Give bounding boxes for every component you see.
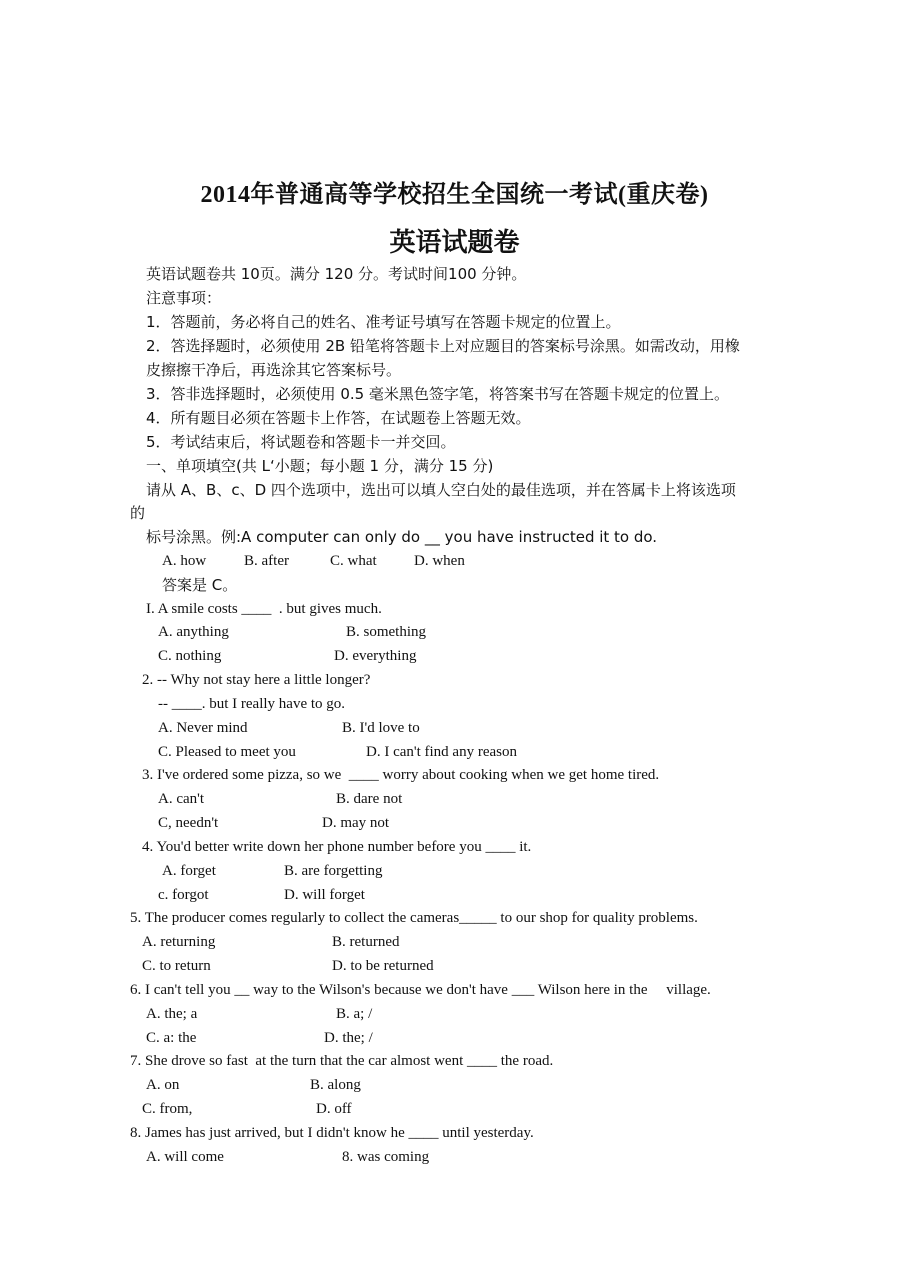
note-5: 5．考试结束后，将试题卷和答题卡一并交回。: [146, 433, 456, 451]
question-5-option-c: C. to return: [142, 958, 211, 974]
question-7-stem: 7. She drove so fast at the turn that the car almost went ____ the road.: [130, 1053, 554, 1069]
note-3: 3．答非选择题时，必须使用 0.5 毫米黑色签字笔，将答案书写在答题卡规定的位置上。: [146, 385, 729, 403]
question-6-option-a: A. the; a: [146, 1006, 198, 1022]
question-1-option-a: A. anything: [158, 624, 229, 640]
question-1-option-b: B. something: [346, 624, 427, 640]
question-3-option-b: B. dare not: [336, 791, 403, 807]
example-answer: 答案是 C。: [162, 576, 238, 594]
question-3-stem: 3. I've ordered some pizza, so we ____ worry about cooking when we get home tired.: [142, 767, 660, 783]
example-sentence: 标号涂黑。例:A computer can only do __ you have instructed it to do.: [146, 528, 658, 546]
question-4-stem: 4. You'd better write down her phone number before you ____ it.: [142, 839, 532, 855]
note-1: 1．答题前，务必将自己的姓名、准考证号填写在答题卡规定的位置上。: [146, 313, 621, 331]
question-1-option-d: D. everything: [334, 648, 417, 664]
question-5-stem: 5. The producer comes regularly to collect the cameras_____ to our shop for quality problems.: [130, 910, 698, 926]
question-3-option-a: A. can't: [158, 791, 205, 807]
question-2-option-a: A. Never mind: [158, 720, 248, 736]
question-8-option-a: A. will come: [146, 1149, 224, 1165]
question-5-option-b: B. returned: [332, 934, 400, 950]
question-2-stem-reply: -- ____. but I really have to go.: [158, 696, 346, 712]
section-instruction-wrap: 的: [130, 504, 146, 522]
note-4: 4．所有题目必须在答题卡上作答，在试题卷上答题无效。: [146, 409, 531, 427]
example-option-b: B. after: [244, 553, 289, 569]
exam-title: 2014年普通高等学校招生全国统一考试(重庆卷): [200, 182, 709, 208]
question-4-option-d: D. will forget: [284, 887, 365, 903]
question-6-option-d: D. the; /: [324, 1030, 373, 1046]
question-2-option-b: B. I'd love to: [342, 720, 420, 736]
question-7-option-a: A. on: [146, 1077, 180, 1093]
pages-info: 英语试题卷共 10页。满分 120 分。考试时间100 分钟。: [146, 265, 527, 283]
example-option-a: A. how: [162, 553, 207, 569]
question-1-stem: I. A smile costs ____ . but gives much.: [146, 601, 382, 617]
question-5-option-a: A. returning: [142, 934, 216, 950]
note-2: 2．答选择题时，必须使用 2B 铅笔将答题卡上对应题目的答案标号涂黑。如需改动，用橡: [146, 337, 740, 355]
question-5-option-d: D. to be returned: [332, 958, 434, 974]
question-6-stem: 6. I can't tell you __ way to the Wilson's because we don't have ___ Wilson here in the village.: [130, 982, 711, 998]
question-4-option-b: B. are forgetting: [284, 863, 383, 879]
section-instruction: 请从 A、B、c、D 四个选项中，选出可以填人空白处的最佳选项，并在答属卡上将该选项: [146, 481, 736, 499]
question-2-option-d: D. I can't find any reason: [366, 744, 517, 760]
question-4-option-a: A. forget: [162, 863, 216, 879]
question-6-option-b: B. a; /: [336, 1006, 373, 1022]
question-6-option-c: C. a: the: [146, 1030, 197, 1046]
question-8-option-b: 8. was coming: [342, 1149, 430, 1165]
question-7-option-d: D. off: [316, 1101, 352, 1117]
question-3-option-d: D. may not: [322, 815, 390, 831]
question-7-option-c: C. from,: [142, 1101, 193, 1117]
notice-heading: 注意事项：: [146, 289, 222, 307]
note-2-cont: 皮擦擦干净后，再选涂其它答案标号。: [146, 361, 402, 379]
question-7-option-b: B. along: [310, 1077, 361, 1093]
section-heading: 一、单项填空(共 L‘小题；每小题 1 分，满分 15 分): [146, 457, 494, 475]
example-option-d: D. when: [414, 553, 465, 569]
exam-subtitle: 英语试题卷: [389, 228, 520, 257]
question-3-option-c: C, needn't: [158, 815, 219, 831]
question-4-option-c: c. forgot: [158, 887, 209, 903]
question-8-stem: 8. James has just arrived, but I didn't know he ____ until yesterday.: [130, 1125, 534, 1141]
example-option-c: C. what: [330, 553, 377, 569]
question-2-stem: 2. -- Why not stay here a little longer?: [142, 672, 371, 688]
question-2-option-c: C. Pleased to meet you: [158, 744, 296, 760]
question-1-option-c: C. nothing: [158, 648, 222, 664]
